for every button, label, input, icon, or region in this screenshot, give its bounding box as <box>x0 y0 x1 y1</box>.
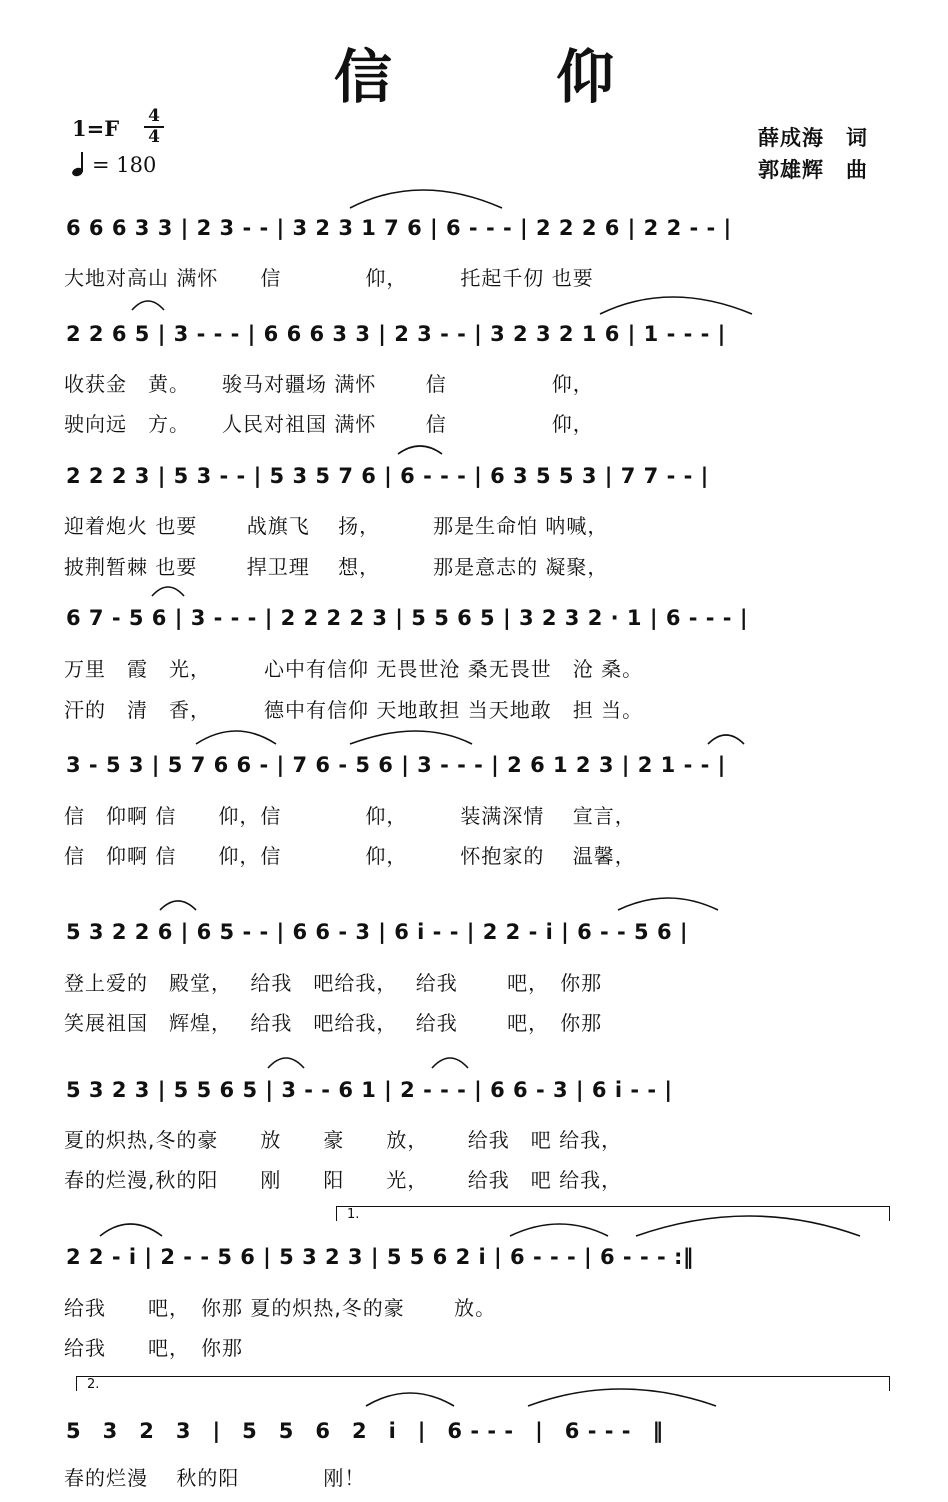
notation-line-4: 6 7 - 5 6 | 3 - - - | 2 2 2 2 3 | 5 5 6 5 | 3 2 3 2 · 1 | 6 - - - | <box>66 606 749 630</box>
slur-line2-b <box>600 297 752 314</box>
slur-line5-a <box>196 731 276 744</box>
lyric-line-1-verse-1: 大地对高山 满怀 信 仰， 托起千仞 也要 <box>64 266 594 290</box>
tempo-value: = 180 <box>92 153 157 177</box>
notation-line-3: 2 2 2 3 | 5 3 - - | 5 3 5 7 6 | 6 - - - | 6 3 5 5 3 | 7 7 - - | <box>66 464 709 488</box>
slur-line2-a <box>132 301 164 310</box>
slur-line5-b <box>350 731 472 744</box>
lyric-line-2-verse-1: 收获金 黄。 骏马对疆场 满怀 信 仰， <box>64 372 594 396</box>
notation-line-8: 2 2 - i | 2 - - 5 6 | 5 3 2 3 | 5 5 6 2 i | 6 - - - | 6 - - - :‖ <box>66 1245 694 1269</box>
slur-line1 <box>350 190 502 208</box>
notation-line-6: 5 3 2 2 6 | 6 5 - - | 6 6 - 3 | 6 i - - | 2 2 - i | 6 - - 5 6 | <box>66 920 689 944</box>
notation-line-5: 3 - 5 3 | 5 7 6 6 - | 7 6 - 5 6 | 3 - - - | 2 6 1 2 3 | 2 1 - - | <box>66 753 726 777</box>
lyric-line-6-verse-1: 登上爱的 殿堂， 给我 吧给我， 给我 吧， 你那 <box>64 971 603 995</box>
song-title: 信 仰 <box>333 43 687 111</box>
slur-line8-a <box>100 1224 162 1236</box>
lyric-line-8-verse-1: 给我 吧， 你那 夏的炽热,冬的豪 放。 <box>64 1296 497 1320</box>
slur-line7-b <box>432 1058 468 1068</box>
key-signature: 1=F <box>72 116 120 141</box>
notation-line-1: 6 6 6 3 3 | 2 3 - - | 3 2 3 1 7 6 | 6 - - - | 2 2 2 6 | 2 2 - - | <box>66 216 732 240</box>
notation-line-7: 5 3 2 3 | 5 5 6 5 | 3 - - 6 1 | 2 - - - | 6 6 - 3 | 6 i - - | <box>66 1078 673 1102</box>
lyric-line-5-verse-1: 信 仰啊 信 仰，信 仰， 装满深情 宣言， <box>64 804 636 828</box>
slur-line8-b <box>510 1224 608 1236</box>
slur-line6-b <box>618 898 718 910</box>
lyric-line-6-verse-2: 笑展祖国 辉煌， 给我 吧给我， 给我 吧， 你那 <box>64 1011 603 1035</box>
slur-line3 <box>398 446 442 454</box>
slur-line9-a <box>366 1393 454 1406</box>
notation-line-2: 2 2 6 5 | 3 - - - | 6 6 6 3 3 | 2 3 - - | 3 2 3 2 1 6 | 1 - - - | <box>66 322 726 346</box>
volta-1-label: 1. <box>347 1207 360 1222</box>
slur-line4 <box>152 587 184 596</box>
lyric-line-2-verse-2: 驶向远 方。 人民对祖国 满怀 信 仰， <box>64 412 594 436</box>
lyric-line-3-verse-1: 迎着炮火 也要 战旗飞 扬， 那是生命怕 呐喊， <box>64 514 609 538</box>
notation-line-9: 5 3 2 3 | 5 5 6 2 i | 6 - - - | 6 - - - ‖ <box>66 1419 664 1443</box>
volta-2-label: 2. <box>87 1377 100 1392</box>
meter-top: 4 <box>148 106 160 126</box>
lyric-line-7-verse-1: 夏的炽热,冬的豪 放 豪 放， 给我 吧 给我， <box>64 1128 623 1152</box>
composer-credit: 郭雄辉 曲 <box>758 158 868 182</box>
lyricist-credit: 薛成海 词 <box>758 126 868 150</box>
lyric-line-9-verse-1: 春的烂漫 秋的阳 刚！ <box>64 1466 366 1490</box>
lyric-line-3-verse-2: 披荆暂棘 也要 捍卫理 想， 那是意志的 凝聚， <box>64 555 609 579</box>
slur-line9-b <box>528 1389 716 1406</box>
lyric-line-4-verse-1: 万里 霞 光， 心中有信仰 无畏世沧 桑无畏世 沧 桑。 <box>64 657 644 681</box>
lyric-line-8-verse-2: 给我 吧， 你那 <box>64 1336 243 1360</box>
lyric-line-4-verse-2: 汗的 清 香， 德中有信仰 天地敢担 当天地敢 担 当。 <box>64 698 644 722</box>
slur-line7-a <box>268 1058 304 1068</box>
slur-line8-c <box>636 1216 860 1236</box>
slur-line6-a <box>160 901 196 910</box>
lyric-line-5-verse-2: 信 仰啊 信 仰，信 仰， 怀抱家的 温馨， <box>64 844 636 868</box>
lyric-line-7-verse-2: 春的烂漫,秋的阳 刚 阳 光， 给我 吧 给我， <box>64 1168 623 1192</box>
slur-line5-c <box>708 735 744 744</box>
meter-bottom: 4 <box>148 127 160 147</box>
